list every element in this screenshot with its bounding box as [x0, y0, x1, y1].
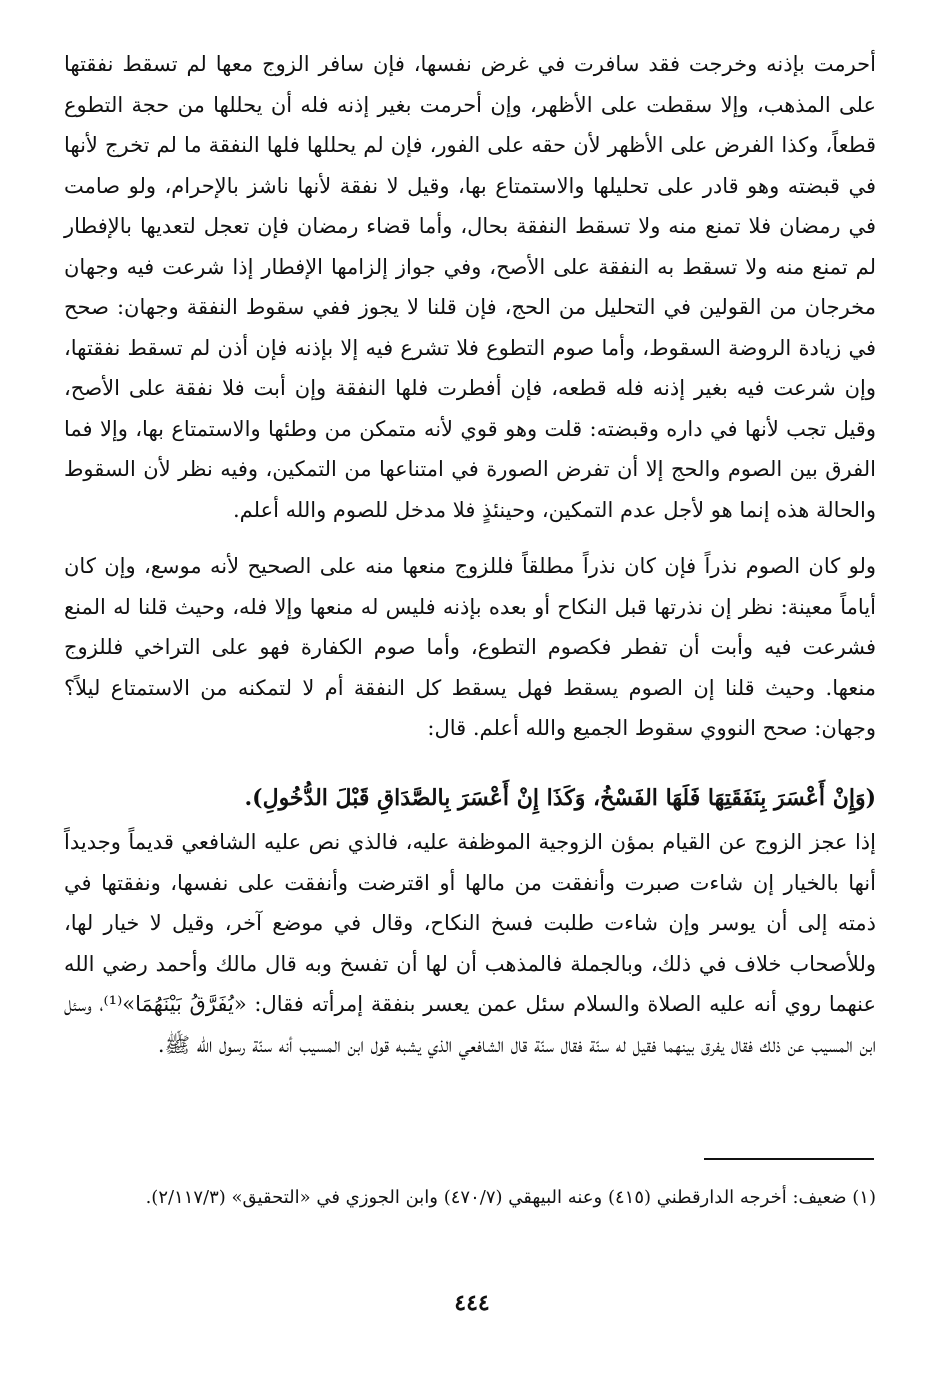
footnote-divider — [704, 1158, 874, 1160]
footnote: (١) ضعيف: أخرجه الدارقطني (٤١٥) وعنه البيهقي (٤٧٠/٧) وابن الجوزي في «التحقيق» (٢/١١٧/٣). — [145, 1187, 876, 1208]
page-number: ٤٤٤ — [454, 1290, 490, 1316]
body-paragraph-1 — [64, 44, 876, 530]
paragraph-text: إذا عجز الزوج عن القيام بمؤن الزوجية الموظفة عليه، فالذي نص عليه الشافعي قديماً وجديداً أنها بالخيار إن شاءت صبرت وأنفقت من مالها أو اقترضت وأنفقت على نفسها، ونفقتها في ذمته إلى أن يوسر وإن شاءت طلبت فسخ النكاح، وقال في موضع آخر، وقيل لا خيار لها، وللأصحاب خلاف في ذلك، وبالجملة فالمذهب أن لها أن تفسخ وبه قال مالك وأحمد رضي الله عنهما روي أنه عليه الصلاة والسلام سئل عمن يعسر بنفقة إمرأته فقال: «يُفَرَّقُ بَيْنَهُمَا»⁽¹⁾، وسئل ابن المسيب عن ذلك فقال يفرق بينهما فقيل له سنّة فقال سنّة قال الشافعي الذي يشبه قول ابن المسيب أنه سنّة رسول الله ﷺ. — [64, 830, 876, 1057]
body-paragraph-3 — [64, 822, 876, 1065]
paragraph-text: أحرمت بإذنه وخرجت فقد سافرت في غرض نفسها، فإن سافر الزوج معها لم تسقط نفقتها على المذهب، وإلا سقطت على الأظهر، وإن أحرمت بغير إذنه فله أن يحللها من حجة التطوع قطعاً، وكذا الفرض على الأظهر لأن حقه على الفور، فإن لم يحللها فلها النفقة ما لم تخرج لأنها في قبضته وهو قادر على تحليلها والاستمتاع بها، وقيل لا نفقة لأنها ناشز بالإحرام، ولو صامت في رمضان فلا تمنع منه ولا تسقط النفقة بحال، وأما قضاء رمضان فإن تعجل لتعديها بالإفطار لم تمنع منه ولا تسقط به النفقة على الأصح، وفي جواز إلزامها الإفطار إذا شرعت فيه وجهان مخرجان من القولين في التحليل من الحج، فإن قلنا لا يجوز ففي سقوط النفقة وجهان: صحح في زيادة الروضة السقوط، وأما صوم التطوع فلا تشرع فيه إلا بإذنه فإن أذن لم تسقط نفقتها، وإن شرعت فيه بغير إذنه فله قطعه، فإن أفطرت فلها النفقة وإن أبت فلا نفقة على الأصح، وقيل تجب لأنها في داره وقبضته: قلت وهو قوي لأنه متمكن من وطئها والاستمتاع بها، وإلا فما الفرق بين الصوم والحج إلا أن تفرض الصورة في امتناعها من التمكين، وفيه نظر لأن السقوط والحالة هذه إنما هو لأجل عدم التمكين، وحينئذٍ فلا مدخل للصوم والله أعلم. — [64, 52, 876, 522]
body-paragraph-2 — [64, 546, 876, 749]
paragraph-text: ولو كان الصوم نذراً فإن كان نذراً مطلقاً فللزوج منعها منه على الصحيح لأنه موسع، وإن كان أياماً معينة: نظر إن نذرتها قبل النكاح أو بعده بإذنه فليس له منعها وإلا فله، وحيث قلنا له المنع فشرعت فيه وأبت أن تفطر فكصوم التطوع، وأما صوم الكفارة فهو على التراخي فللزوج منعها. وحيث قلنا إن الصوم يسقط فهل يسقط كل النفقة أم لا لتمكنه من الاستمتاع ليلاً؟ وجهان: صحح النووي سقوط الجميع والله أعلم. قال: — [64, 554, 876, 740]
matn-verse: (وَإِنْ أَعْسَرَ بِنَفَقَتِهَا فَلَهَا الفَسْخُ، وَكَذَا إِنْ أَعْسَرَ بِالصَّدَاقِ قَبْلَ الدُّخُولِ). — [244, 785, 876, 811]
